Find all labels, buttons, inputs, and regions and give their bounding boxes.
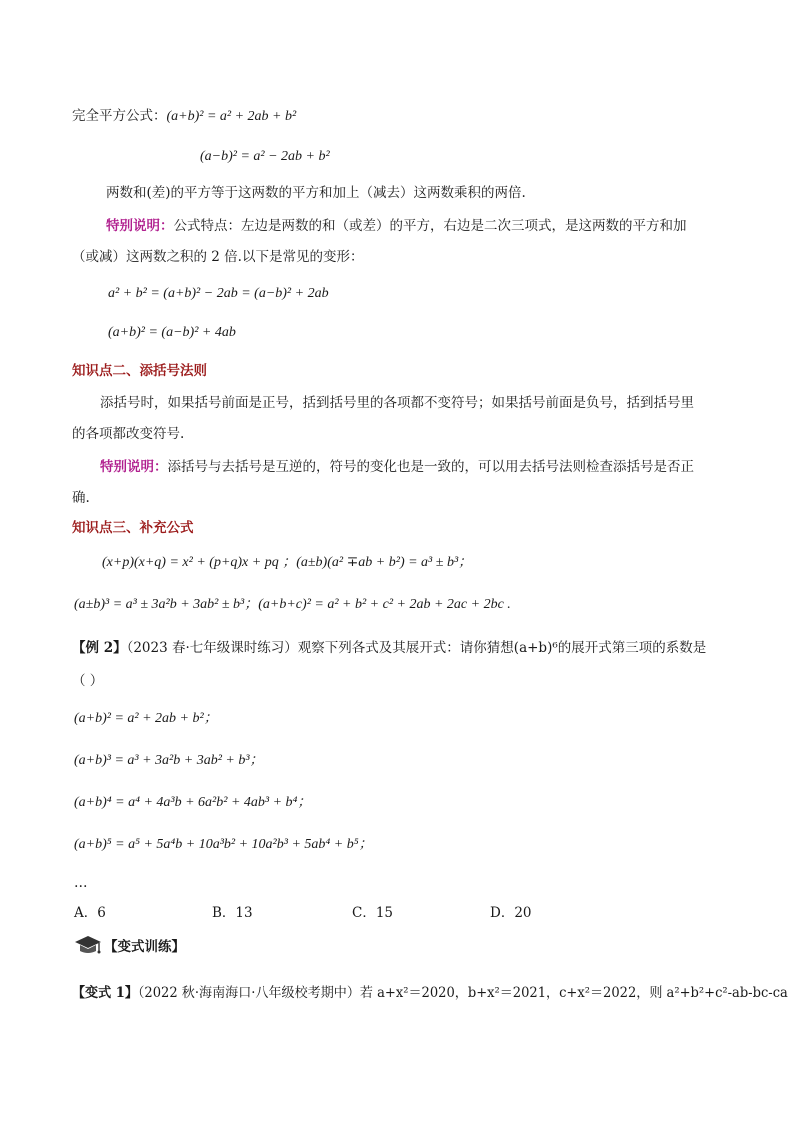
option-d[interactable]: D．20 xyxy=(490,905,532,921)
example-question: 观察下列各式及其展开式：请你猜想(a+b)⁶的展开式第三项的系数是 xyxy=(297,640,707,656)
answer-options xyxy=(74,902,532,924)
variant-formula-2: (a+b)² = (a−b)² + 4ab xyxy=(108,325,236,340)
option-b[interactable]: B．13 xyxy=(212,905,253,921)
supplement-formula-1: (x+p)(x+q) = x² + (p+q)x + pq ；(a±b)(a² ∓ab + b²) = a³ ± b³； xyxy=(102,555,473,570)
special-note-2 xyxy=(100,456,694,478)
expansion-row: (a+b)³ = a³ + 3a²b + 3ab² + b³； xyxy=(74,753,264,768)
variant-1-question xyxy=(72,982,788,1004)
ellipsis: … xyxy=(74,875,88,891)
graduation-cap-icon xyxy=(74,934,102,956)
section-heading-3: 知识点三、补充公式 xyxy=(72,520,194,536)
note-label: 特别说明： xyxy=(106,218,174,234)
option-a[interactable]: A．6 xyxy=(74,905,106,921)
note-label: 特别说明： xyxy=(100,459,168,475)
special-note-2-cont: 确. xyxy=(72,490,90,506)
answer-blank: （ ） xyxy=(72,673,104,689)
training-title: 【变式训练】 xyxy=(104,939,185,955)
special-note-1-cont: （或减）这两数之积的 2 倍.以下是常见的变形： xyxy=(72,249,364,265)
variant-text: （2022 秋·海南海口·八年级校考期中）若 a+x²＝2020，b+x²＝2021，c+x²＝2022，则 a²+b²+c²-ab-bc-ca xyxy=(137,985,788,1001)
square-sum-formula: (a+b)² = a² + 2ab + b² xyxy=(166,109,297,124)
note-text: 公式特点：左边是两数的和（或差）的平方，右边是二次三项式，是这两数的平方和加 xyxy=(173,218,687,234)
option-c[interactable]: C．15 xyxy=(352,905,394,921)
example-2-question xyxy=(72,637,706,659)
variant-label: 【变式 1】 xyxy=(72,985,138,1001)
formula-description: 两数和(差)的平方等于这两数的平方和加上（减去）这两数乘积的两倍. xyxy=(106,185,526,201)
section-heading-2: 知识点二、添括号法则 xyxy=(72,363,207,379)
expansion-row: (a+b)² = a² + 2ab + b²； xyxy=(74,711,218,726)
expansion-row: (a+b)⁴ = a⁴ + 4a³b + 6a²b² + 4ab³ + b⁴； xyxy=(74,795,312,810)
expansion-row: (a+b)⁵ = a⁵ + 5a⁴b + 10a³b² + 10a²b³ + 5ab⁴ + b⁵； xyxy=(74,837,373,852)
example-source: （2023 春·七年级课时练习） xyxy=(126,640,298,656)
formula-label: 完全平方公式： xyxy=(72,108,167,124)
bracket-rule-text-cont: 的各项都改变符号. xyxy=(72,426,185,442)
square-diff-formula: (a−b)² = a² − 2ab + b² xyxy=(200,149,330,164)
bracket-rule-text: 添括号时，如果括号前面是正号，括到括号里的各项都不变符号；如果括号前面是负号，括到括号里 xyxy=(100,395,694,411)
formula-row-1 xyxy=(72,105,296,128)
variant-formula-1: a² + b² = (a+b)² − 2ab = (a−b)² + 2ab xyxy=(108,286,329,301)
note-text: 添括号与去括号是互逆的，符号的变化也是一致的，可以用去括号法则检查添括号是否正 xyxy=(167,459,694,475)
special-note-1 xyxy=(106,215,687,237)
supplement-formula-2: (a±b)³ = a³ ± 3a²b + 3ab² ± b³；(a+b+c)² = a² + b² + c² + 2ab + 2ac + 2bc . xyxy=(74,597,511,612)
example-label: 【例 2】 xyxy=(72,640,127,656)
